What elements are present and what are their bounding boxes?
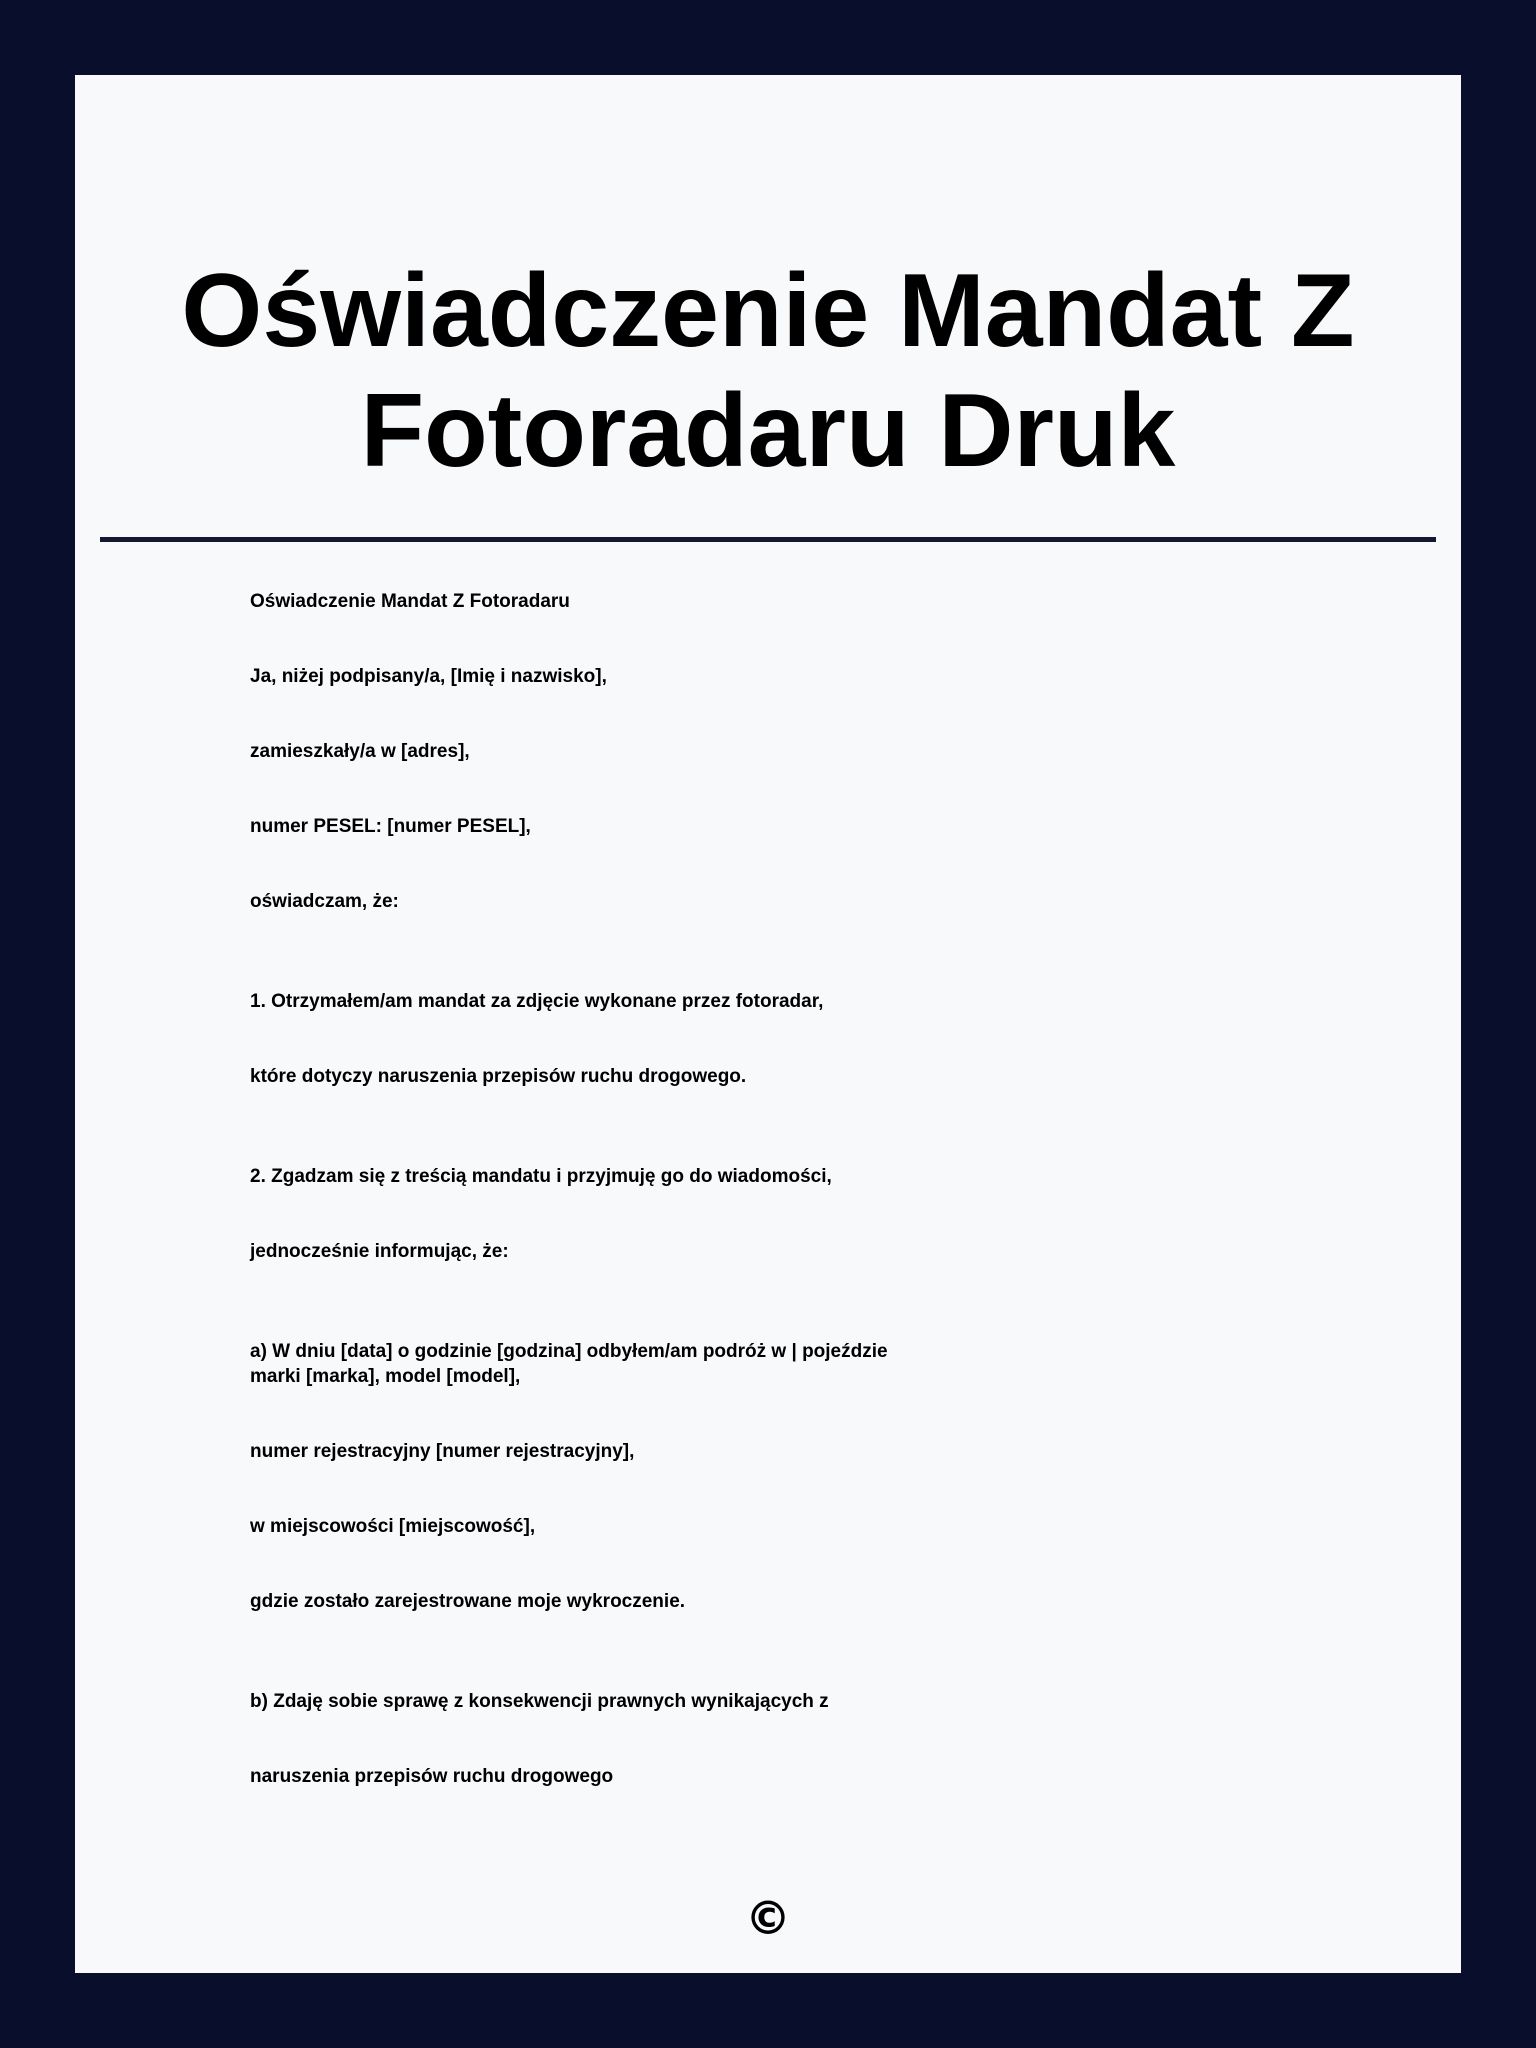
statement-line-pesel: numer PESEL: [numer PESEL],: [250, 816, 531, 837]
title-divider: [100, 537, 1436, 542]
statement-line-name: Ja, niżej podpisany/a, [Imię i nazwisko],: [250, 666, 607, 687]
statement-point-1-line-1: 1. Otrzymałem/am mandat za zdjęcie wykonane przez fotoradar,: [250, 991, 824, 1012]
statement-point-b-line-1: b) Zdaję sobie sprawę z konsekwencji prawnych wynikających z: [250, 1691, 829, 1712]
page-title-line-2: Fotoradaru Druk: [360, 373, 1176, 489]
statement-line-declare: oświadczam, że:: [250, 891, 399, 912]
copyright-icon: ©: [745, 1891, 791, 1945]
page-title: [75, 251, 1461, 491]
statement-point-a-location: w miejscowości [miejscowość],: [250, 1516, 536, 1537]
statement-line-address: zamieszkały/a w [adres],: [250, 741, 470, 762]
document-page: [75, 75, 1461, 1973]
statement-point-2-line-2: jednocześnie informując, że:: [250, 1241, 509, 1262]
statement-point-2-line-1: 2. Zgadzam się z treścią mandatu i przyjmuję go do wiadomości,: [250, 1166, 832, 1187]
page-title-line-1: Oświadczenie Mandat Z: [181, 253, 1355, 369]
statement-heading: Oświadczenie Mandat Z Fotoradaru: [250, 591, 570, 612]
statement-point-b-line-2: naruszenia przepisów ruchu drogowego: [250, 1766, 614, 1787]
statement-point-a-offense: gdzie zostało zarejestrowane moje wykroczenie.: [250, 1591, 686, 1612]
statement-point-a-registration: numer rejestracyjny [numer rejestracyjny],: [250, 1441, 635, 1462]
statement-point-1-line-2: które dotyczy naruszenia przepisów ruchu drogowego.: [250, 1066, 747, 1087]
statement-point-a-line-1: a) W dniu [data] o godzinie [godzina] odbyłem/am podróż w | pojeździe marki [marka], model [model],: [250, 1341, 888, 1387]
